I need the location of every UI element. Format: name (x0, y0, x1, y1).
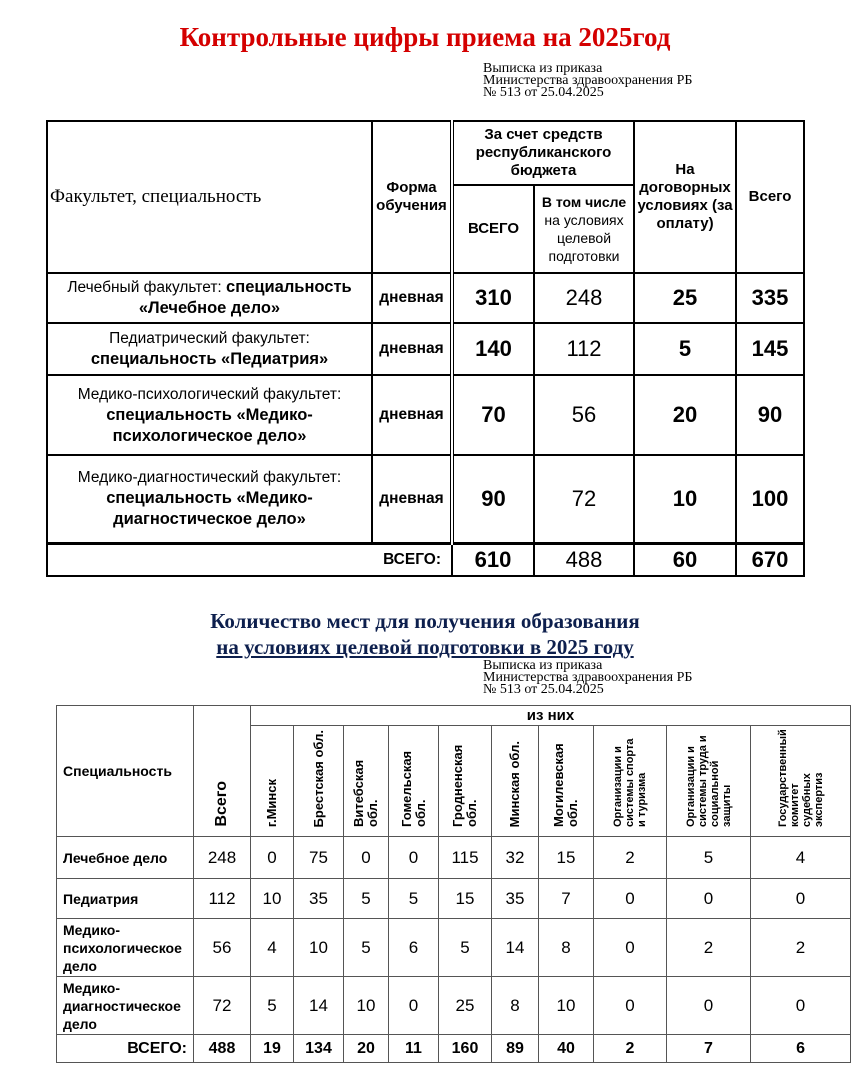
total-value-cell: 134 (294, 1035, 344, 1063)
table-row (57, 919, 851, 977)
order-line: Министерства здравоохранения РБ (483, 73, 693, 88)
specialty-cell: Педиатрия (57, 879, 194, 919)
order-extract-2 (483, 660, 692, 696)
header-budget-total: ВСЕГО (452, 185, 534, 273)
value-cell: 7 (539, 879, 594, 919)
value-cell: 0 (667, 977, 751, 1035)
value-cell: 15 (539, 837, 594, 879)
value-cell: 2 (751, 919, 851, 977)
value-cell: 0 (594, 919, 667, 977)
header-col: Организации и системы спорта и туризма (594, 726, 667, 837)
value-cell: 4 (751, 837, 851, 879)
total-budget: 610 (452, 543, 534, 576)
total-value-cell: 19 (251, 1035, 294, 1063)
total-row (47, 543, 804, 576)
value-cell: 0 (751, 879, 851, 919)
value-cell: 2 (594, 837, 667, 879)
value-cell: 0 (389, 837, 439, 879)
header-targeted-rest: на условиях целевой подготовки (544, 212, 624, 264)
value-cell: 10 (539, 977, 594, 1035)
value-cell: 0 (344, 837, 389, 879)
value-cell: 0 (594, 977, 667, 1035)
value-cell: 75 (294, 837, 344, 879)
form-cell: дневная (372, 323, 452, 375)
header-budget: За счет средств республиканского бюджета (452, 121, 634, 185)
header-contract: На договорных условиях (за оплату) (634, 121, 736, 273)
section-title-line1: Количество мест для получения образования (210, 609, 640, 633)
total-value-cell: 7 (667, 1035, 751, 1063)
value-cell: 0 (251, 837, 294, 879)
total-targeted: 488 (534, 543, 634, 576)
value-cell: 6 (389, 919, 439, 977)
order-line: № 513 от 25.04.2025 (483, 85, 604, 100)
budget-cell: 90 (452, 455, 534, 543)
header-col: Гомельская обл. (389, 726, 439, 837)
total-cell: 90 (736, 375, 804, 455)
value-cell: 5 (251, 977, 294, 1035)
table-row (57, 837, 851, 879)
header-col: Государственный комитет судебных экспертиз (751, 726, 851, 837)
header-col: Витебская обл. (344, 726, 389, 837)
value-cell: 5 (389, 879, 439, 919)
table-row (57, 879, 851, 919)
value-cell: 14 (492, 919, 539, 977)
total-row (57, 1035, 851, 1063)
value-cell: 248 (194, 837, 251, 879)
header-col: Брестская обл. (294, 726, 344, 837)
header-targeted-bold: В том числе (541, 194, 627, 210)
specialty-cell: Медико-психологическое дело (57, 919, 194, 977)
total-cell: 335 (736, 273, 804, 323)
value-cell: 32 (492, 837, 539, 879)
faculty-cell: Лечебный факультет: специальность «Лечебное дело» (47, 273, 372, 323)
header-faculty: Факультет, специальность (47, 121, 372, 273)
value-cell: 5 (667, 837, 751, 879)
targeted-places-table (56, 705, 851, 1063)
targeted-cell: 248 (534, 273, 634, 323)
header-form: Форма обучения (372, 121, 452, 273)
specialty-cell: Медико-диагностическое дело (57, 977, 194, 1035)
contract-cell: 25 (634, 273, 736, 323)
form-cell: дневная (372, 455, 452, 543)
value-cell: 10 (344, 977, 389, 1035)
total-value-cell: 89 (492, 1035, 539, 1063)
page-title: Контрольные цифры приема на 2025год (179, 22, 671, 52)
faculty-cell: Медико-психологический факультет: специальность «Медико-психологическое дело» (47, 375, 372, 455)
total-value-cell: 20 (344, 1035, 389, 1063)
value-cell: 72 (194, 977, 251, 1035)
admission-table (46, 120, 805, 577)
value-cell: 8 (492, 977, 539, 1035)
total-label: ВСЕГО: (47, 543, 452, 576)
total-value-cell: 11 (389, 1035, 439, 1063)
value-cell: 0 (751, 977, 851, 1035)
form-cell: дневная (372, 273, 452, 323)
total-label: ВСЕГО: (57, 1035, 194, 1063)
value-cell: 14 (294, 977, 344, 1035)
total-total: 670 (736, 543, 804, 576)
value-cell: 5 (344, 879, 389, 919)
total-value-cell: 488 (194, 1035, 251, 1063)
header-of-them: из них (251, 706, 851, 726)
value-cell: 4 (251, 919, 294, 977)
total-cell: 145 (736, 323, 804, 375)
header-targeted (534, 185, 634, 273)
order-extract-1 (483, 63, 692, 99)
specialty-cell: Лечебное дело (57, 837, 194, 879)
value-cell: 112 (194, 879, 251, 919)
value-cell: 35 (492, 879, 539, 919)
total-cell: 100 (736, 455, 804, 543)
table-row (57, 977, 851, 1035)
targeted-cell: 112 (534, 323, 634, 375)
value-cell: 35 (294, 879, 344, 919)
value-cell: 115 (439, 837, 492, 879)
header-col: Организации и системы труда и социальной защиты (667, 726, 751, 837)
value-cell: 0 (389, 977, 439, 1035)
value-cell: 5 (439, 919, 492, 977)
contract-cell: 10 (634, 455, 736, 543)
value-cell: 15 (439, 879, 492, 919)
faculty-cell: Медико-диагностический факультет: специальность «Медико-диагностическое дело» (47, 455, 372, 543)
total-value-cell: 2 (594, 1035, 667, 1063)
value-cell: 56 (194, 919, 251, 977)
section-title (0, 608, 850, 660)
header-total: Всего (736, 121, 804, 273)
value-cell: 10 (294, 919, 344, 977)
order-line: Министерства здравоохранения РБ (483, 670, 693, 685)
value-cell: 0 (667, 879, 751, 919)
targeted-cell: 72 (534, 455, 634, 543)
faculty-cell: Педиатрический факультет: специальность «Педиатрия» (47, 323, 372, 375)
header-specialty: Специальность (57, 706, 194, 837)
budget-cell: 310 (452, 273, 534, 323)
budget-cell: 70 (452, 375, 534, 455)
order-line: Выписка из приказа (483, 61, 603, 76)
table-row (47, 375, 804, 455)
section-title-line2: на условиях целевой подготовки в 2025 году (216, 635, 634, 659)
order-line: № 513 от 25.04.2025 (483, 682, 604, 697)
header-col: Гродненская обл. (439, 726, 492, 837)
value-cell: 2 (667, 919, 751, 977)
value-cell: 10 (251, 879, 294, 919)
value-cell: 5 (344, 919, 389, 977)
header-col: г.Минск (251, 726, 294, 837)
value-cell: 25 (439, 977, 492, 1035)
contract-cell: 20 (634, 375, 736, 455)
total-value-cell: 160 (439, 1035, 492, 1063)
value-cell: 8 (539, 919, 594, 977)
table-row (47, 273, 804, 323)
form-cell: дневная (372, 375, 452, 455)
total-value-cell: 6 (751, 1035, 851, 1063)
header-col: Могилевская обл. (539, 726, 594, 837)
header-total: Всего (194, 706, 251, 837)
table-row (47, 455, 804, 543)
table-row (47, 323, 804, 375)
header-col: Минская обл. (492, 726, 539, 837)
total-contract: 60 (634, 543, 736, 576)
targeted-cell: 56 (534, 375, 634, 455)
budget-cell: 140 (452, 323, 534, 375)
contract-cell: 5 (634, 323, 736, 375)
value-cell: 0 (594, 879, 667, 919)
order-line: Выписка из приказа (483, 658, 603, 673)
total-value-cell: 40 (539, 1035, 594, 1063)
